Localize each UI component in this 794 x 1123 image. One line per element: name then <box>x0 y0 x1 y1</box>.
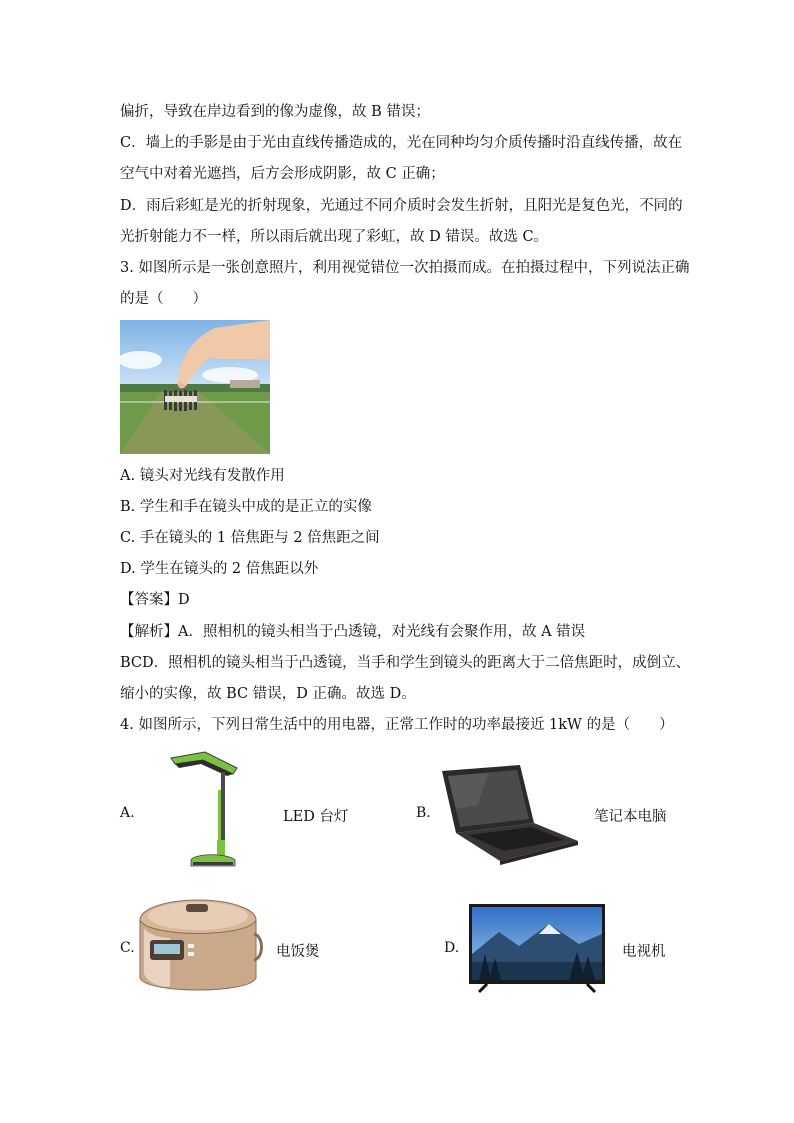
q4-option-d-letter: D. <box>444 940 460 956</box>
q3-option-a: A. 镜头对光线有发散作用 <box>120 468 285 484</box>
q4-option-c-letter: C. <box>120 940 135 956</box>
q3-option-c: C. 手在镜头的 1 倍焦距与 2 倍焦距之间 <box>120 530 380 546</box>
q4-option-a-letter: A. <box>120 805 135 821</box>
analysis-text-line: C．墙上的手影是由于光由直线传播造成的，光在同种均匀介质传播时沿直线传播，故在 <box>120 135 683 151</box>
q3-analysis: BCD．照相机的镜头相当于凸透镜，当手和学生到镜头的距离大于二倍焦距时，成倒立、 <box>120 655 691 671</box>
q3-answer: 【答案】D <box>120 592 190 608</box>
q3-option-d: D. 学生在镜头的 2 倍焦距以外 <box>120 561 319 577</box>
analysis-text-line: 空气中对着光遮挡，后方会形成阴影，故 C 正确； <box>120 166 445 182</box>
q4-option-b-letter: B. <box>416 805 431 821</box>
q4-option-b-caption: 笔记本电脑 <box>594 809 667 825</box>
rice-cooker-image <box>136 898 264 1002</box>
q3-stem: 3. 如图所示是一张创意照片，利用视觉错位一次拍摄而成。在拍摄过程中，下列说法正确 <box>120 260 690 276</box>
q3-analysis: 缩小的实像，故 BC 错误，D 正确。故选 D。 <box>120 686 416 702</box>
laptop-image <box>438 765 580 865</box>
analysis-text-line: 光折射能力不一样，所以雨后就出现了彩虹，故 D 错误。故选 C。 <box>120 229 549 245</box>
analysis-text-line: 偏折，导致在岸边看到的像为虚像，故 B 错误； <box>120 104 430 120</box>
q4-option-c-caption: 电饭煲 <box>276 944 320 960</box>
q3-option-b: B. 学生和手在镜头中成的是正立的实像 <box>120 499 372 515</box>
analysis-text-line: D．雨后彩虹是光的折射现象，光通过不同介质时会发生折射，且阳光是复色光，不同的 <box>120 198 683 214</box>
q4-option-a-caption: LED 台灯 <box>283 809 349 825</box>
television-image <box>469 904 605 994</box>
q4-stem: 4. 如图所示，下列日常生活中的用电器，正常工作时的功率最接近 1kW 的是（ ） <box>120 717 674 733</box>
q3-stem: 的是（ ） <box>120 291 207 307</box>
q3-analysis: 【解析】A．照相机的镜头相当于凸透镜，对光线有会聚作用，故 A 错误 <box>120 624 586 640</box>
led-desk-lamp-image <box>165 750 255 875</box>
creative-photo-image <box>120 320 270 454</box>
q4-option-d-caption: 电视机 <box>622 944 666 960</box>
